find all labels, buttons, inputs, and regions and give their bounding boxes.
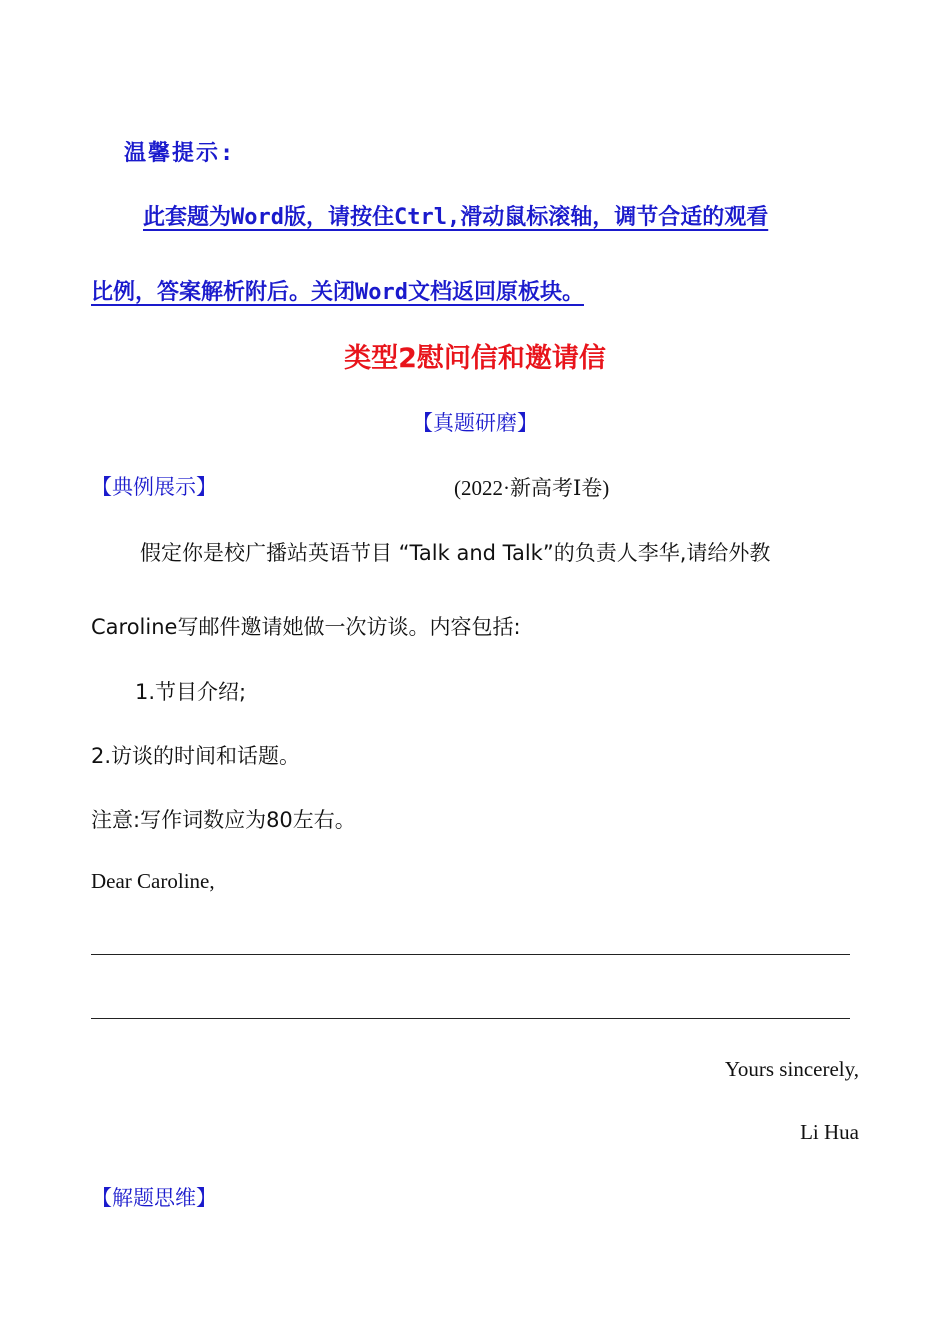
page-heading: 类型2慰问信和邀请信 [344, 343, 606, 374]
tip-instruction-line-2[interactable]: 比例，答案解析附后。关闭Word文档返回原板块。 [91, 280, 584, 305]
exam-source: (2022·新高考Ⅰ卷) [454, 476, 610, 500]
section-label-dianli: 【典例展示】 [91, 475, 217, 499]
section-label-jieti: 【解题思维】 [91, 1186, 217, 1210]
letter-closing: Yours sincerely, [724, 1057, 859, 1081]
section-label-zhenti: 【真题研磨】 [412, 411, 538, 435]
tip-instruction-line-1[interactable]: 此套题为Word版，请按住Ctrl,滑动鼠标滚轴，调节合适的观看 [143, 205, 769, 230]
prompt-line-2: Caroline写邮件邀请她做一次访谈。内容包括: [91, 615, 521, 639]
answer-blank-line-2[interactable] [91, 1018, 850, 1019]
prompt-note: 注意:写作词数应为80左右。 [91, 808, 356, 832]
letter-signature: Li Hua [800, 1120, 859, 1144]
answer-blank-line-1[interactable] [91, 954, 850, 955]
letter-greeting: Dear Caroline, [91, 869, 215, 893]
prompt-item-1: 1.节目介绍; [135, 680, 247, 704]
prompt-item-2: 2.访谈的时间和话题。 [91, 744, 301, 768]
prompt-line-1: 假定你是校广播站英语节目 “Talk and Talk”的负责人李华,请给外教 [140, 541, 771, 565]
tip-title: 温馨提示: [124, 141, 236, 166]
